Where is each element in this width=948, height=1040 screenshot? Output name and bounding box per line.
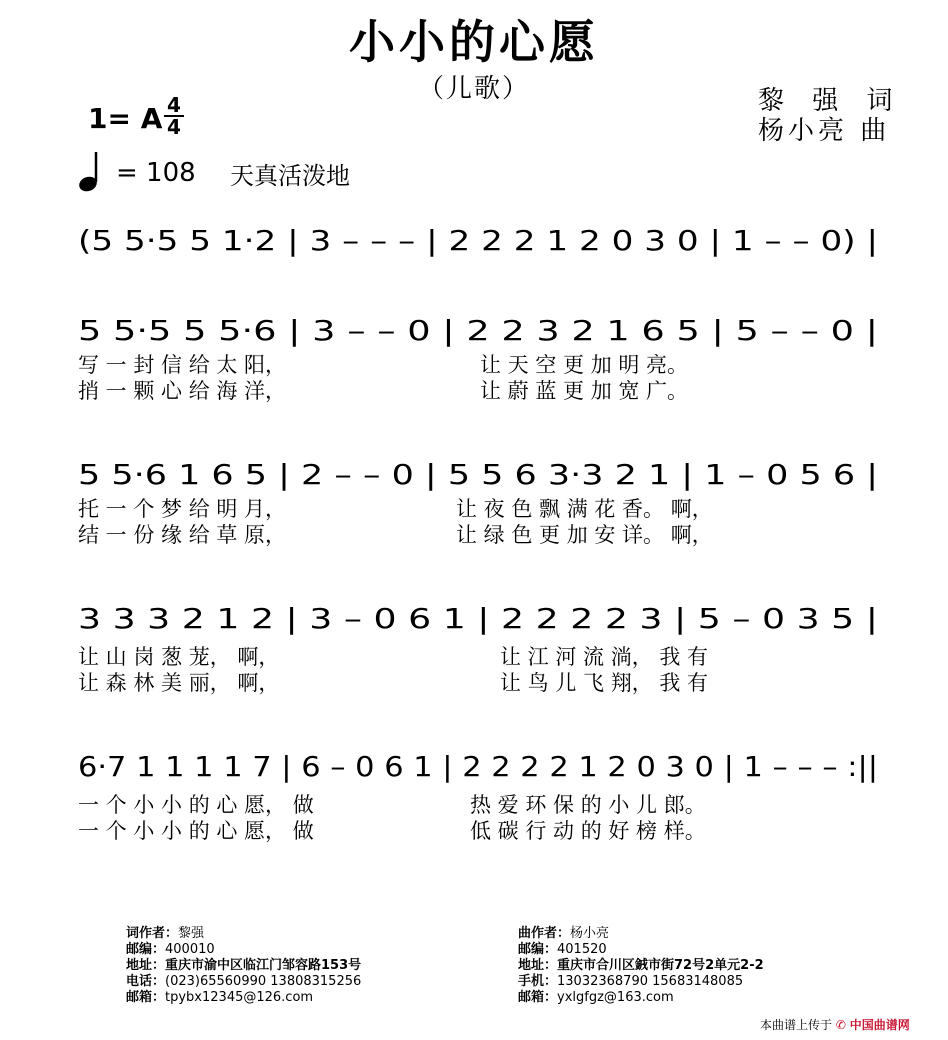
lyric-line-2d: 让 蔚 蓝 更 加 宽 广。	[480, 379, 689, 403]
time-signature-top: 4	[167, 93, 181, 117]
composer-credit: 杨小亮 曲	[758, 116, 891, 146]
lyricist-addr-label: 地址：	[126, 958, 166, 973]
composer-addr: 重庆市合川区銊市街72号2单元2-2	[557, 958, 764, 973]
lyric-line-5c: 一 个 小 小 的 心 愿， 做	[78, 819, 314, 843]
lyric-line-3c: 结 一 份 缘 给 草 原，	[78, 523, 287, 547]
lyricist-name-label: 词作者：	[126, 926, 179, 941]
watermark-prefix: 本曲谱上传于	[760, 1018, 833, 1032]
score-line-1	[78, 224, 878, 257]
score-line-5	[78, 750, 878, 844]
site-logo-icon: ✆	[835, 1018, 846, 1032]
lyric-line-2c: 捎 一 颗 心 给 海 洋，	[78, 379, 287, 403]
composer-phone-label: 手机：	[518, 974, 558, 989]
lyric-line-4d: 让 鸟 儿 飞 翔， 我 有	[500, 671, 709, 695]
site-watermark	[760, 1016, 910, 1033]
song-title: 小小的心愿	[349, 15, 599, 69]
score-line-2	[78, 314, 878, 404]
lyric-line-5d: 低 碳 行 动 的 好 榜 样。	[470, 819, 706, 843]
lyric-line-2a: 写 一 封 信 给 太 阳，	[78, 353, 287, 377]
notes-line-5: 6·7 1 1 1 1 7 | 6 – 0 6 1 | 2 2 2 2 1 2 0 3 0 | 1 – – – :||	[78, 750, 878, 783]
lyricist-zip: 400010	[165, 942, 215, 957]
lyricist-credit: 黎 强 词	[758, 86, 903, 116]
lyricist-contact	[126, 926, 486, 1006]
lyricist-email-label: 邮箱：	[126, 990, 166, 1005]
lyricist-phone-label: 电话：	[126, 974, 166, 989]
time-signature	[164, 93, 184, 139]
lyric-line-5a: 一 个 小 小 的 心 愿， 做	[78, 793, 314, 817]
lyric-line-4a: 让 山 岗 葱 茏， 啊，	[78, 645, 280, 669]
lyric-line-3b: 让 夜 色 飘 满 花 香。 啊，	[456, 497, 713, 521]
composer-zip-label: 邮编：	[518, 942, 558, 957]
notes-line-2: 5 5·5 5 5·6 | 3 – – 0 | 2 2 3 2 1 6 5 | 5 – – 0 |	[78, 314, 878, 347]
time-signature-bottom: 4	[167, 115, 181, 139]
lyric-line-4b: 让 江 河 流 淌， 我 有	[500, 645, 709, 669]
composer-email: yxlgfgz@163.com	[557, 990, 674, 1005]
composer-name: 杨小亮	[570, 926, 610, 941]
lyric-line-4c: 让 森 林 美 丽， 啊，	[78, 671, 280, 695]
notes-line-3: 5 5·6 1 6 5 | 2 – – 0 | 5 5 6 3·3 2 1 | 1 – 0 5 6 |	[78, 458, 878, 491]
lyricist-name: 黎强	[178, 926, 205, 941]
composer-zip: 401520	[557, 942, 607, 957]
lyricist-phone: (023)65560990 13808315256	[165, 974, 362, 989]
composer-contact	[518, 926, 848, 1006]
lyric-line-3a: 托 一 个 梦 给 明 月，	[78, 497, 287, 521]
notes-line-1: (5 5·5 5 1·2 | 3 – – – | 2 2 2 1 2 0 3 0 | 1 – – 0) |	[78, 224, 878, 257]
composer-phone: 13032368790 15683148085	[557, 974, 744, 989]
notes-line-4: 3 3 3 2 1 2 | 3 – 0 6 1 | 2 2 2 2 3 | 5 – 0 3 5 |	[78, 602, 878, 635]
score-line-4	[78, 602, 878, 696]
song-subtitle: （儿歌）	[417, 74, 530, 104]
composer-addr-label: 地址：	[518, 958, 558, 973]
quarter-note-icon	[78, 150, 108, 194]
expression-marking: 天真活泼地	[230, 162, 350, 190]
lyric-line-5b: 热 爱 环 保 的 小 儿 郎。	[470, 793, 706, 817]
lyric-line-3d: 让 绿 色 更 加 安 详。 啊，	[456, 523, 713, 547]
lyric-line-2b: 让 天 空 更 加 明 亮。	[480, 353, 689, 377]
key-signature: 1= A	[88, 102, 163, 135]
tempo-marking: = 108	[116, 158, 196, 188]
lyricist-zip-label: 邮编：	[126, 942, 166, 957]
lyricist-addr: 重庆市渝中区临江门邹容路153号	[165, 958, 362, 973]
composer-name-label: 曲作者：	[518, 926, 571, 941]
watermark-site: 中国曲谱网	[849, 1018, 910, 1032]
score-line-3	[78, 458, 878, 548]
composer-email-label: 邮箱：	[518, 990, 558, 1005]
score	[0, 200, 948, 860]
lyricist-email: tpybx12345@126.com	[165, 990, 314, 1005]
